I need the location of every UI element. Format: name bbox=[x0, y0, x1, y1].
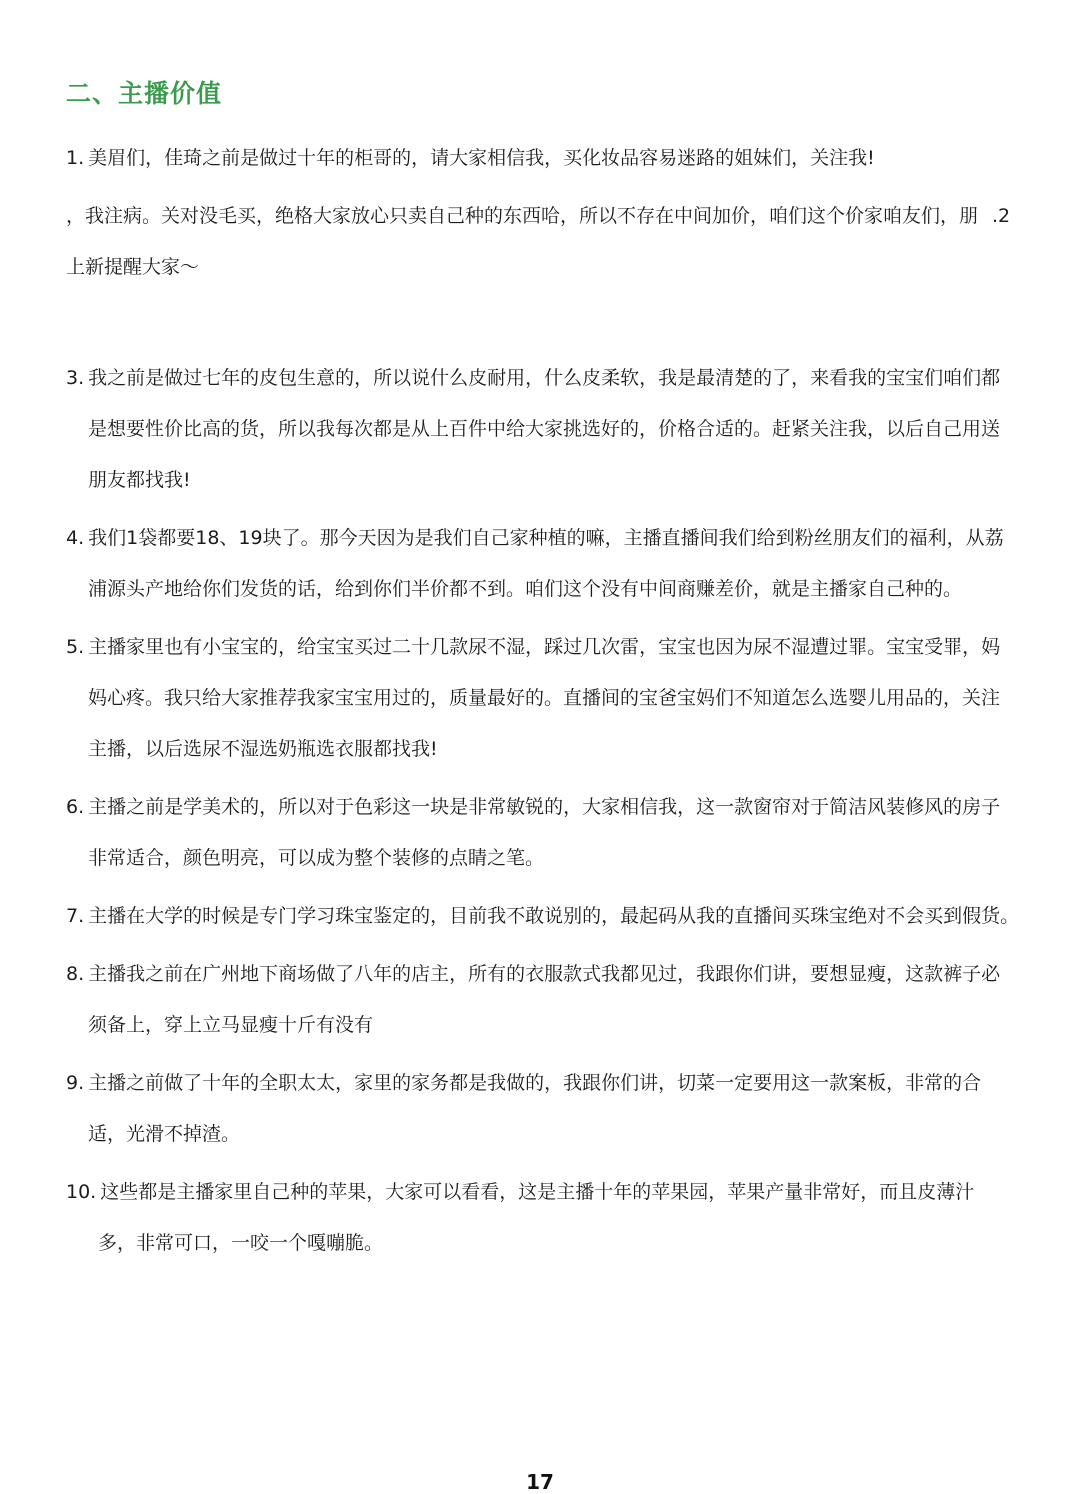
item-text-line: 我之前是做过七年的皮包生意的，所以说什么皮耐用，什么皮柔软，我是最清楚的了，来看我的宝宝们咱们都 bbox=[88, 367, 1001, 389]
item-text-line: 浦源头产地给你们发货的话，给到你们半价都不到。咱们这个没有中间商赚差价，就是主播家自己种的。 bbox=[88, 578, 963, 600]
item-text-line: 朋友都找我! bbox=[88, 469, 191, 491]
item-number: 9. bbox=[66, 1072, 85, 1094]
item-text-line: 是想要性价比高的货，所以我每次都是从上百件中给大家挑选好的，价格合适的。赶紧关注我，以后自己用送 bbox=[88, 418, 1001, 440]
page-number: 17 bbox=[526, 1470, 554, 1494]
item-number: 6. bbox=[66, 796, 85, 818]
item-number: 7. bbox=[66, 905, 85, 927]
list-item-2-line-2: 上新提醒大家～ bbox=[66, 256, 200, 278]
list-item-7 bbox=[66, 904, 1019, 928]
item-text-line: 美眉们，佳琦之前是做过十年的柜哥的，请大家相信我，买化妆品容易迷路的姐妹们，关注我! bbox=[88, 147, 875, 169]
item-text-line: 主播，以后选尿不湿选奶瓶选衣服都找我! bbox=[88, 738, 438, 760]
list-item-10 bbox=[66, 1180, 974, 1204]
item-number: 4. bbox=[66, 527, 85, 549]
item-number: 8. bbox=[66, 963, 85, 985]
section-title: 二、主播价值 bbox=[66, 79, 223, 108]
item-text-line: 多，非常可口，一咬一个嘎嘣脆。 bbox=[98, 1232, 384, 1254]
item-text-line: 须备上，穿上立马显瘦十斤有没有 bbox=[88, 1014, 374, 1036]
list-item-1 bbox=[66, 146, 875, 170]
item-text-line: ，我注病。关对没毛买，绝格大家放心只卖自己种的东西哈，所以不存在中间加价，咱们这个价家咱友们，朋 bbox=[66, 205, 979, 227]
item-text-line: 妈心疼。我只给大家推荐我家宝宝用过的，质量最好的。直播间的宝爸宝妈们不知道怎么选婴儿用品的，关注 bbox=[88, 687, 1001, 709]
item-text-line: 非常适合，颜色明亮，可以成为整个装修的点睛之笔。 bbox=[88, 847, 545, 869]
item-text-line: 我们1袋都要18、19块了。那今天因为是我们自己家种植的嘛，主播直播间我们给到粉丝朋友们的福利，从荔 bbox=[88, 527, 1004, 549]
item-number: 10. bbox=[66, 1181, 97, 1203]
list-item-3 bbox=[66, 366, 1000, 390]
item-text-line: 主播之前是学美术的，所以对于色彩这一块是非常敏锐的，大家相信我，这一款窗帘对于简洁风装修风的房子 bbox=[88, 796, 1001, 818]
item-number: 1. bbox=[66, 147, 85, 169]
item-text-line: 适，光滑不掉渣。 bbox=[88, 1123, 241, 1145]
list-item-8 bbox=[66, 962, 1000, 986]
list-item-5 bbox=[66, 635, 1000, 659]
item-number-2: .2 bbox=[992, 205, 1011, 227]
item-text-line: 主播家里也有小宝宝的，给宝宝买过二十几款尿不湿，踩过几次雷，宝宝也因为尿不湿遭过罪。宝宝受罪，妈 bbox=[88, 636, 1001, 658]
list-item-9 bbox=[66, 1071, 981, 1095]
list-item-6 bbox=[66, 795, 1000, 819]
list-item-4 bbox=[66, 526, 1004, 550]
item-text-line: 主播在大学的时候是专门学习珠宝鉴定的，目前我不敢说别的，最起码从我的直播间买珠宝绝对不会买到假货。 bbox=[88, 905, 1020, 927]
item-text-line: 这些都是主播家里自己种的苹果，大家可以看看，这是主播十年的苹果园，苹果产量非常好，而且皮薄汁 bbox=[100, 1181, 975, 1203]
item-text-line: 主播之前做了十年的全职太太，家里的家务都是我做的，我跟你们讲，切菜一定要用这一款案板，非常的合 bbox=[88, 1072, 982, 1094]
list-item-2-line-1 bbox=[66, 204, 978, 228]
item-text-line: 主播我之前在广州地下商场做了八年的店主，所有的衣服款式我都见过，我跟你们讲，要想显瘦，这款裤子必 bbox=[88, 963, 1001, 985]
item-number: 3. bbox=[66, 367, 85, 389]
item-number: 5. bbox=[66, 636, 85, 658]
